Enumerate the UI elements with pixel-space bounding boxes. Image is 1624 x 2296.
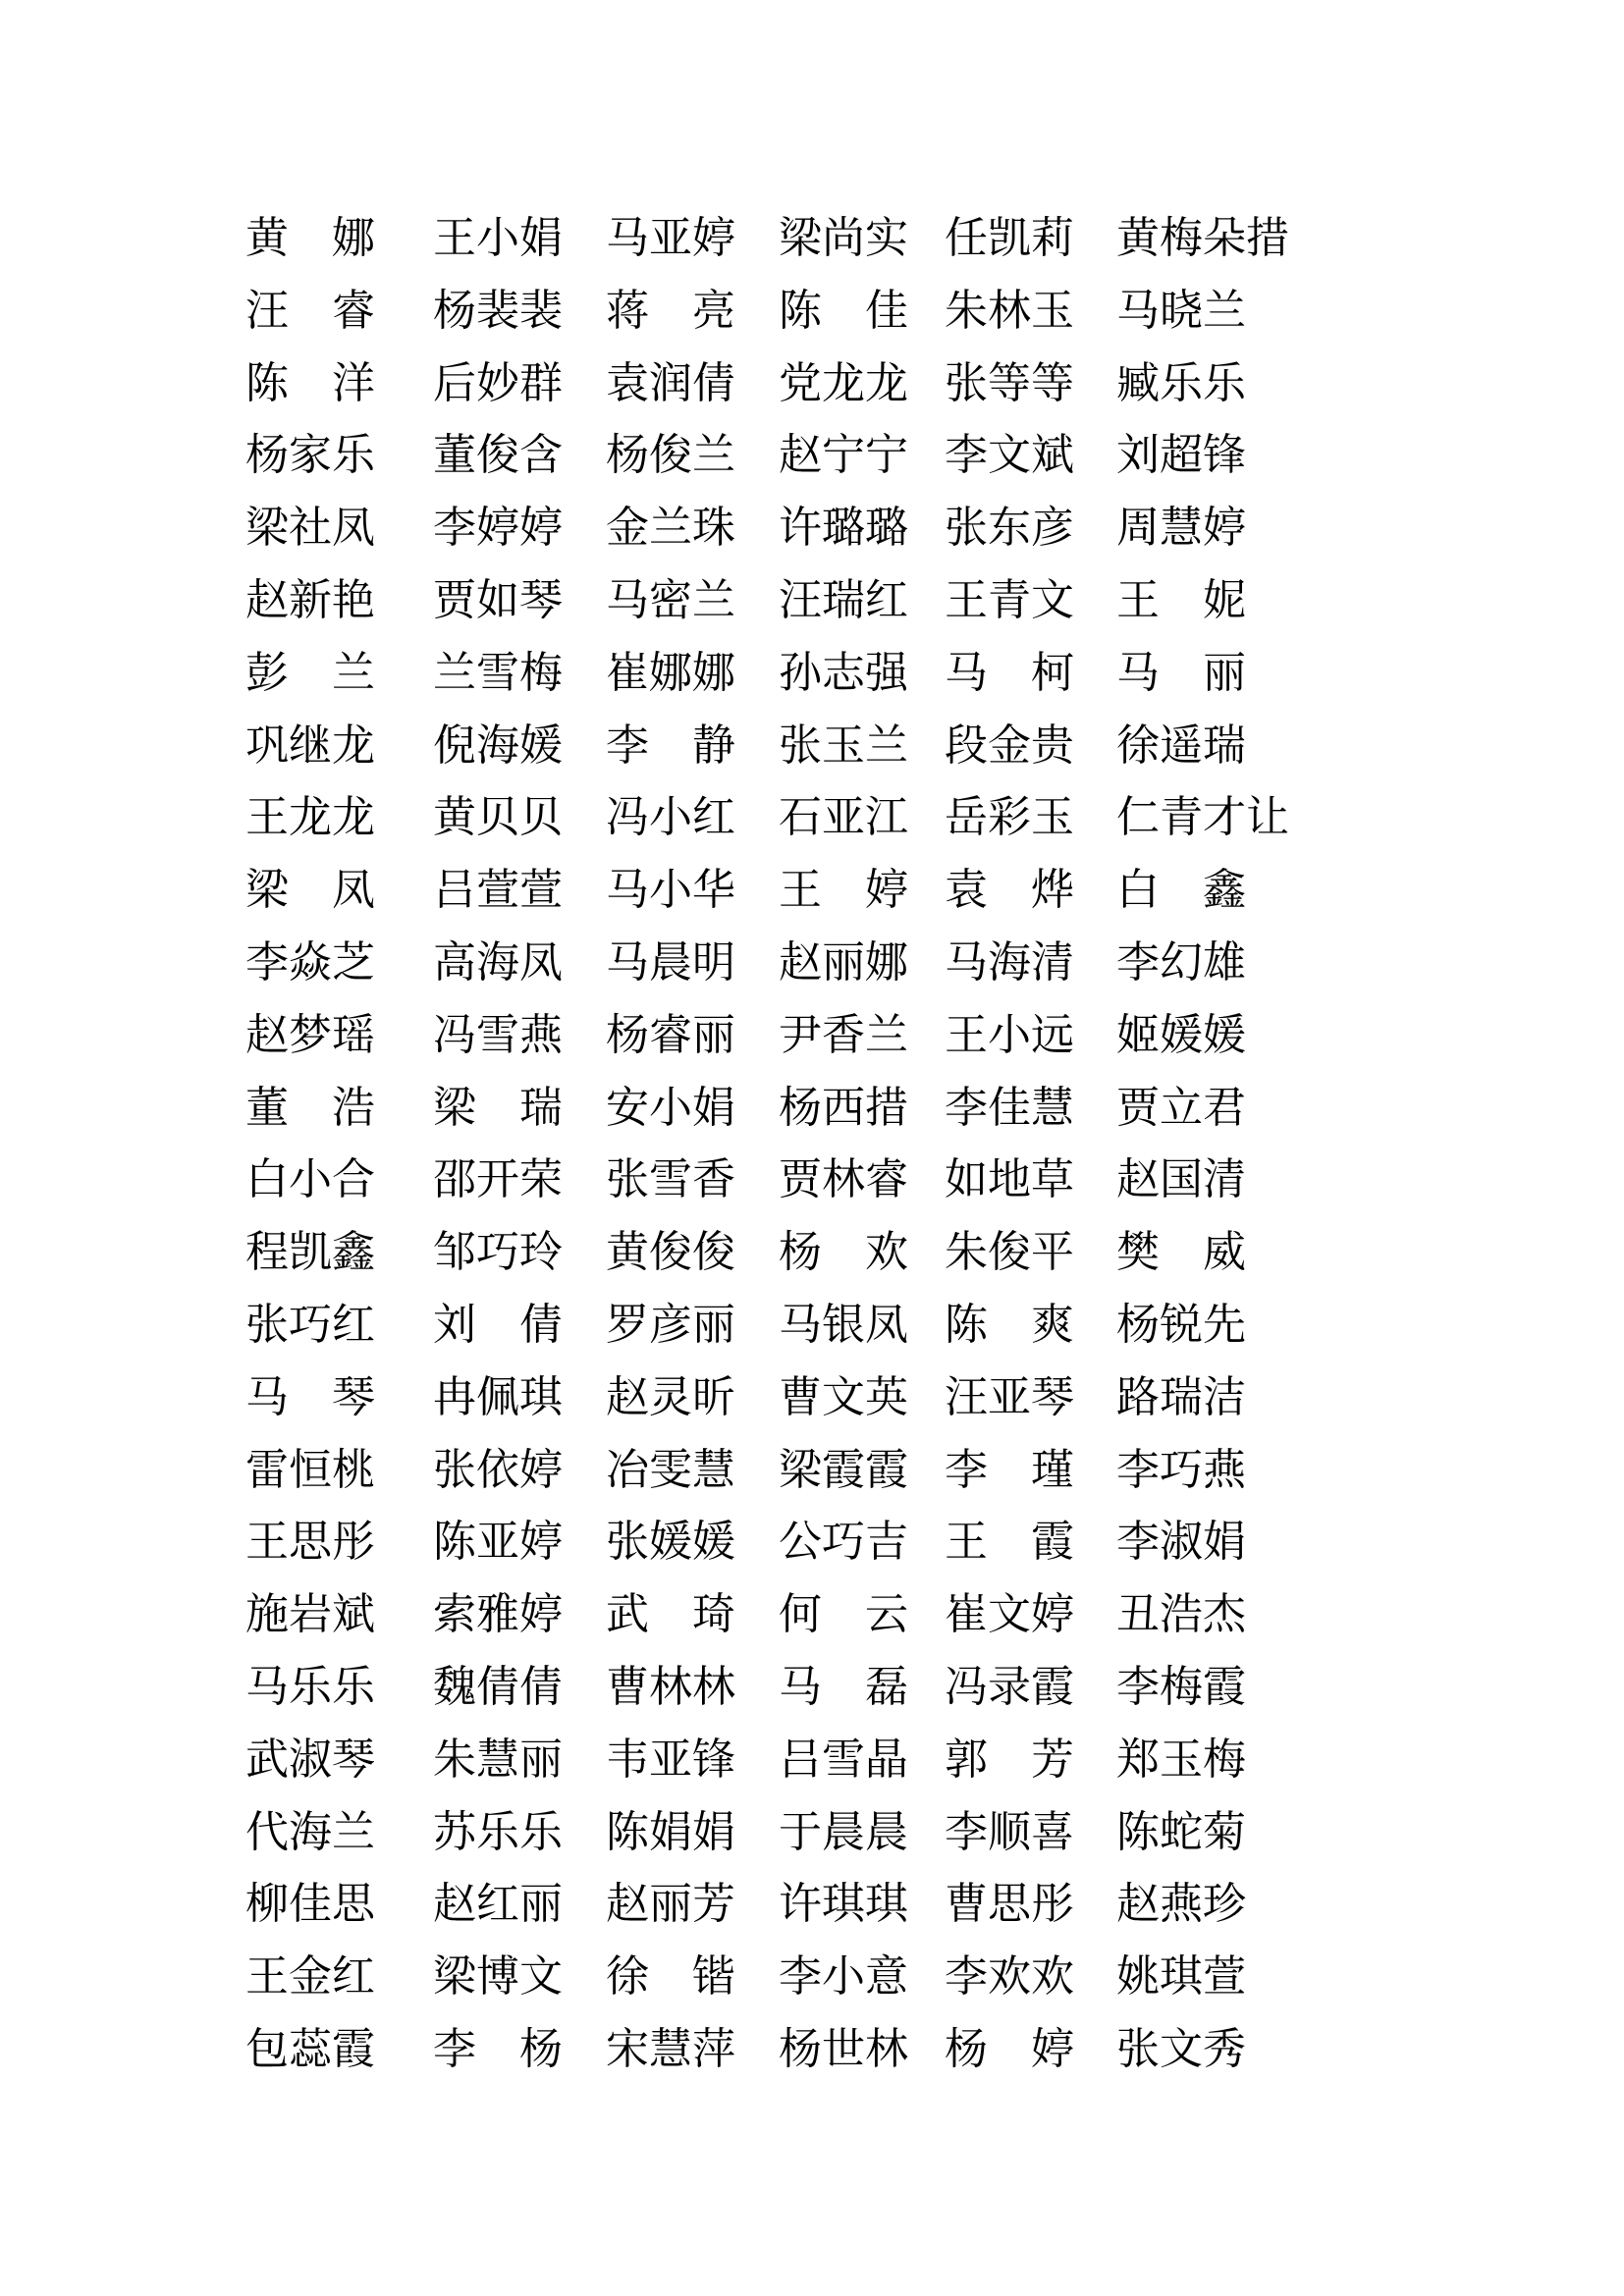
person-name: 冉佩琪 bbox=[433, 1371, 563, 1422]
person-name: 程凯鑫 bbox=[245, 1227, 375, 1278]
person-name: 周慧婷 bbox=[1116, 503, 1246, 554]
person-name: 吕萱萱 bbox=[433, 865, 563, 916]
person-name: 冯录霞 bbox=[945, 1661, 1074, 1712]
person-name: 李小意 bbox=[779, 1951, 908, 2002]
name-row bbox=[245, 1072, 1404, 1145]
person-name: 王青文 bbox=[945, 574, 1074, 625]
person-name: 赵国清 bbox=[1116, 1154, 1246, 1205]
person-name: 贾如琴 bbox=[433, 574, 563, 625]
person-name: 郭 芳 bbox=[945, 1734, 1074, 1785]
person-name: 韦亚锋 bbox=[606, 1734, 735, 1785]
name-row bbox=[245, 1724, 1404, 1796]
person-name: 王 婷 bbox=[779, 865, 908, 916]
person-name: 王金红 bbox=[245, 1951, 375, 2002]
person-name: 王龙龙 bbox=[245, 792, 375, 843]
name-row bbox=[245, 1506, 1404, 1578]
person-name: 邵开荣 bbox=[433, 1154, 563, 1205]
person-name: 崔娜娜 bbox=[606, 647, 735, 698]
person-name: 宋慧萍 bbox=[606, 2023, 735, 2074]
person-name: 崔文婷 bbox=[945, 1589, 1074, 1640]
name-row bbox=[245, 1362, 1404, 1434]
person-name: 刘 倩 bbox=[433, 1299, 563, 1350]
person-name: 柳佳思 bbox=[245, 1879, 375, 1930]
person-name: 杨世林 bbox=[779, 2023, 908, 2074]
name-grid bbox=[245, 202, 1404, 2086]
person-name: 曹文英 bbox=[779, 1371, 908, 1422]
person-name: 梁 凤 bbox=[245, 865, 375, 916]
person-name: 吕雪晶 bbox=[779, 1734, 908, 1785]
person-name: 汪 睿 bbox=[245, 285, 375, 336]
name-row bbox=[245, 999, 1404, 1072]
person-name: 陈 爽 bbox=[945, 1299, 1074, 1350]
name-row bbox=[245, 347, 1404, 420]
person-name: 彭 兰 bbox=[245, 647, 375, 698]
person-name: 后妙群 bbox=[433, 357, 563, 408]
person-name: 武淑琴 bbox=[245, 1734, 375, 1785]
person-name: 索雅婷 bbox=[433, 1589, 563, 1640]
name-row bbox=[245, 854, 1404, 927]
person-name: 罗彦丽 bbox=[606, 1299, 735, 1350]
person-name: 贾立君 bbox=[1116, 1082, 1246, 1133]
person-name: 曹思彤 bbox=[945, 1879, 1074, 1930]
person-name: 陈 洋 bbox=[245, 357, 375, 408]
person-name: 白 鑫 bbox=[1116, 865, 1246, 916]
person-name: 代海兰 bbox=[245, 1806, 375, 1857]
person-name: 黄贝贝 bbox=[433, 792, 563, 843]
person-name: 岳彩玉 bbox=[945, 792, 1074, 843]
person-name: 陈娟娟 bbox=[606, 1806, 735, 1857]
person-name: 李梅霞 bbox=[1116, 1661, 1246, 1712]
person-name: 杨裴裴 bbox=[433, 285, 563, 336]
person-name: 金兰珠 bbox=[606, 503, 735, 554]
name-row bbox=[245, 202, 1404, 275]
person-name: 刘超锋 bbox=[1116, 430, 1246, 481]
person-name: 苏乐乐 bbox=[433, 1806, 563, 1857]
name-row bbox=[245, 492, 1404, 564]
person-name: 姚琪萱 bbox=[1116, 1951, 1246, 2002]
person-name: 倪海媛 bbox=[433, 720, 563, 771]
person-name: 姬媛媛 bbox=[1116, 1009, 1246, 1060]
person-name: 马 柯 bbox=[945, 647, 1074, 698]
person-name: 段金贵 bbox=[945, 720, 1074, 771]
person-name: 陈亚婷 bbox=[433, 1517, 563, 1568]
person-name: 袁润倩 bbox=[606, 357, 735, 408]
person-name: 张巧红 bbox=[245, 1299, 375, 1350]
name-row bbox=[245, 564, 1404, 637]
name-row bbox=[245, 1434, 1404, 1507]
person-name: 徐 锴 bbox=[606, 1951, 735, 2002]
person-name: 李佳慧 bbox=[945, 1082, 1074, 1133]
person-name: 张依婷 bbox=[433, 1444, 563, 1495]
person-name: 兰雪梅 bbox=[433, 647, 563, 698]
person-name: 于晨晨 bbox=[779, 1806, 908, 1857]
name-row bbox=[245, 927, 1404, 999]
person-name: 如地草 bbox=[945, 1154, 1074, 1205]
person-name: 王 霞 bbox=[945, 1517, 1074, 1568]
person-name: 李 瑾 bbox=[945, 1444, 1074, 1495]
person-name: 李幻雄 bbox=[1116, 936, 1246, 988]
person-name: 马晨明 bbox=[606, 936, 735, 988]
person-name: 曹林林 bbox=[606, 1661, 735, 1712]
person-name: 许琪琪 bbox=[779, 1879, 908, 1930]
person-name: 马银凤 bbox=[779, 1299, 908, 1350]
person-name: 梁博文 bbox=[433, 1951, 563, 2002]
person-name: 李焱芝 bbox=[245, 936, 375, 988]
person-name: 冶雯慧 bbox=[606, 1444, 735, 1495]
person-name: 张玉兰 bbox=[779, 720, 908, 771]
person-name: 袁 烨 bbox=[945, 865, 1074, 916]
person-name: 党龙龙 bbox=[779, 357, 908, 408]
name-row bbox=[245, 1216, 1404, 1289]
person-name: 公巧吉 bbox=[779, 1517, 908, 1568]
person-name: 张雪香 bbox=[606, 1154, 735, 1205]
name-row bbox=[245, 637, 1404, 710]
person-name: 梁霞霞 bbox=[779, 1444, 908, 1495]
name-row bbox=[245, 1796, 1404, 1869]
person-name: 赵燕珍 bbox=[1116, 1879, 1246, 1930]
person-name: 汪瑞红 bbox=[779, 574, 908, 625]
person-name: 任凯莉 bbox=[945, 213, 1074, 263]
person-name: 安小娟 bbox=[606, 1082, 735, 1133]
person-name: 杨西措 bbox=[779, 1082, 908, 1133]
person-name: 梁 瑞 bbox=[433, 1082, 563, 1133]
person-name: 臧乐乐 bbox=[1116, 357, 1246, 408]
person-name: 马海清 bbox=[945, 936, 1074, 988]
person-name: 仁青才让 bbox=[1116, 792, 1289, 843]
name-row bbox=[245, 1578, 1404, 1651]
person-name: 贾林睿 bbox=[779, 1154, 908, 1205]
person-name: 朱俊平 bbox=[945, 1227, 1074, 1278]
person-name: 白小合 bbox=[245, 1154, 375, 1205]
name-row bbox=[245, 1941, 1404, 2013]
person-name: 马 磊 bbox=[779, 1661, 908, 1712]
person-name: 赵丽芳 bbox=[606, 1879, 735, 1930]
person-name: 朱慧丽 bbox=[433, 1734, 563, 1785]
person-name: 张文秀 bbox=[1116, 2023, 1246, 2074]
person-name: 王 妮 bbox=[1116, 574, 1246, 625]
name-row bbox=[245, 1289, 1404, 1362]
person-name: 赵丽娜 bbox=[779, 936, 908, 988]
name-row bbox=[245, 2013, 1404, 2086]
person-name: 赵新艳 bbox=[245, 574, 375, 625]
person-name: 李文斌 bbox=[945, 430, 1074, 481]
person-name: 陈蛇菊 bbox=[1116, 1806, 1246, 1857]
person-name: 孙志强 bbox=[779, 647, 908, 698]
person-name: 董俊含 bbox=[433, 430, 563, 481]
person-name: 黄梅朵措 bbox=[1116, 213, 1289, 263]
person-name: 魏倩倩 bbox=[433, 1661, 563, 1712]
person-name: 冯雪燕 bbox=[433, 1009, 563, 1060]
name-row bbox=[245, 781, 1404, 854]
person-name: 冯小红 bbox=[606, 792, 735, 843]
name-row bbox=[245, 710, 1404, 782]
person-name: 马乐乐 bbox=[245, 1661, 375, 1712]
person-name: 许璐璐 bbox=[779, 503, 908, 554]
person-name: 李顺喜 bbox=[945, 1806, 1074, 1857]
person-name: 杨睿丽 bbox=[606, 1009, 735, 1060]
person-name: 何 云 bbox=[779, 1589, 908, 1640]
person-name: 巩继龙 bbox=[245, 720, 375, 771]
person-name: 赵宁宁 bbox=[779, 430, 908, 481]
person-name: 杨俊兰 bbox=[606, 430, 735, 481]
person-name: 路瑞洁 bbox=[1116, 1371, 1246, 1422]
person-name: 董 浩 bbox=[245, 1082, 375, 1133]
person-name: 高海凤 bbox=[433, 936, 563, 988]
person-name: 尹香兰 bbox=[779, 1009, 908, 1060]
person-name: 汪亚琴 bbox=[945, 1371, 1074, 1422]
person-name: 朱林玉 bbox=[945, 285, 1074, 336]
person-name: 邹巧玲 bbox=[433, 1227, 563, 1278]
person-name: 梁社凤 bbox=[245, 503, 375, 554]
person-name: 杨 欢 bbox=[779, 1227, 908, 1278]
person-name: 杨锐先 bbox=[1116, 1299, 1246, 1350]
person-name: 赵灵昕 bbox=[606, 1371, 735, 1422]
person-name: 马亚婷 bbox=[606, 213, 735, 263]
person-name: 李欢欢 bbox=[945, 1951, 1074, 2002]
person-name: 马晓兰 bbox=[1116, 285, 1246, 336]
person-name: 王小远 bbox=[945, 1009, 1074, 1060]
person-name: 赵红丽 bbox=[433, 1879, 563, 1930]
person-name: 王思彤 bbox=[245, 1517, 375, 1568]
person-name: 张等等 bbox=[945, 357, 1074, 408]
person-name: 雷恒桃 bbox=[245, 1444, 375, 1495]
person-name: 马 丽 bbox=[1116, 647, 1246, 698]
person-name: 徐遥瑞 bbox=[1116, 720, 1246, 771]
name-row bbox=[245, 1144, 1404, 1216]
person-name: 马密兰 bbox=[606, 574, 735, 625]
person-name: 陈 佳 bbox=[779, 285, 908, 336]
person-name: 武 琦 bbox=[606, 1589, 735, 1640]
person-name: 杨 婷 bbox=[945, 2023, 1074, 2074]
person-name: 王小娟 bbox=[433, 213, 563, 263]
person-name: 丑浩杰 bbox=[1116, 1589, 1246, 1640]
person-name: 黄 娜 bbox=[245, 213, 375, 263]
person-name: 赵梦瑶 bbox=[245, 1009, 375, 1060]
person-name: 李 杨 bbox=[433, 2023, 563, 2074]
person-name: 张东彦 bbox=[945, 503, 1074, 554]
name-row bbox=[245, 1868, 1404, 1941]
person-name: 梁尚实 bbox=[779, 213, 908, 263]
person-name: 张媛媛 bbox=[606, 1517, 735, 1568]
person-name: 马 琴 bbox=[245, 1371, 375, 1422]
name-row bbox=[245, 419, 1404, 492]
person-name: 李淑娟 bbox=[1116, 1517, 1246, 1568]
person-name: 施岩斌 bbox=[245, 1589, 375, 1640]
person-name: 石亚江 bbox=[779, 792, 908, 843]
person-name: 李巧燕 bbox=[1116, 1444, 1246, 1495]
person-name: 马小华 bbox=[606, 865, 735, 916]
person-name: 黄俊俊 bbox=[606, 1227, 735, 1278]
person-name: 杨家乐 bbox=[245, 430, 375, 481]
person-name: 郑玉梅 bbox=[1116, 1734, 1246, 1785]
person-name: 包蕊霞 bbox=[245, 2023, 375, 2074]
name-row bbox=[245, 1651, 1404, 1724]
person-name: 李 静 bbox=[606, 720, 735, 771]
person-name: 李婷婷 bbox=[433, 503, 563, 554]
person-name: 蒋 亮 bbox=[606, 285, 735, 336]
person-name: 樊 威 bbox=[1116, 1227, 1246, 1278]
name-row bbox=[245, 275, 1404, 347]
